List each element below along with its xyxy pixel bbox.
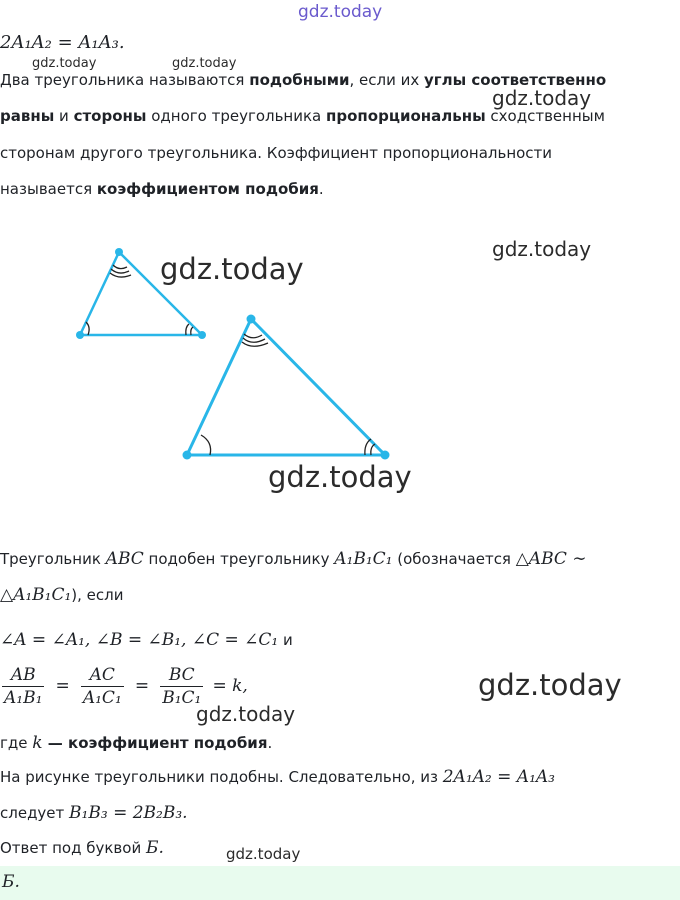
watermark: gdz.today [226,845,301,863]
watermark: gdz.today [268,460,412,494]
vertex-points [76,248,390,460]
answer-line: Ответ под буквой Б. [0,838,164,858]
similar-triangles-figure [0,230,680,470]
large-triangle [187,319,385,455]
watermark: gdz.today [478,668,622,702]
conclusion-line-1: На рисунке треугольники подобны. Следовательно, из 2A₁A₂ = A₁A₃ [0,767,555,787]
angles-equality: ∠A = ∠A₁, ∠B = ∠B₁, ∠C = ∠C₁ и [0,630,293,650]
fraction-bc: $\frac{BC}{\text{B₁C₁}}$ [162,665,202,708]
fraction-ac: $\frac{AC}{\text{A₁C₁}}$ [82,665,122,708]
definition-line-2: равны и стороны одного треугольника пропорциональны сходственным [0,107,605,125]
definition-line-3: сторонам другого треугольника. Коэффициент пропорциональности [0,144,553,162]
similarity-statement-line-1: Треугольник ABC подобен треугольнику A₁B₁C₁ (обозначается △ABC ∼ [0,549,587,569]
watermark: gdz.today [492,237,592,261]
watermark: gdz.today [172,56,237,71]
fraction-ab: $\frac{AB}{\text{A₁B₁}}$ [4,665,43,708]
definition-line-1: Два треугольника называются подобными, если их углы соответственно [0,71,607,89]
conclusion-line-2: следует B₁B₃ = 2B₂B₃. [0,803,188,823]
watermark: gdz.today [492,86,592,110]
watermark: gdz.today [32,56,97,71]
ratio-formula: $\frac{AB}{\text{A₁B₁}}$ = $\frac{AC}{\text{A₁C₁}}$ = $\frac{BC}{\text{B₁C₁}}$ = k, [4,665,248,708]
answer-box [0,866,680,900]
formula-line: 2A₁A₂ = A₁A₃. [0,32,125,53]
small-triangle [80,252,202,335]
similarity-statement-line-2: △A₁B₁C₁), если [0,585,124,605]
watermark: gdz.today [160,252,304,286]
watermark: gdz.today [298,2,383,22]
answer-value: Б. [2,872,20,892]
watermark: gdz.today [196,702,296,726]
coefficient-definition: где k — коэффициент подобия. [0,733,273,753]
definition-line-4: называется коэффициентом подобия. [0,180,324,198]
